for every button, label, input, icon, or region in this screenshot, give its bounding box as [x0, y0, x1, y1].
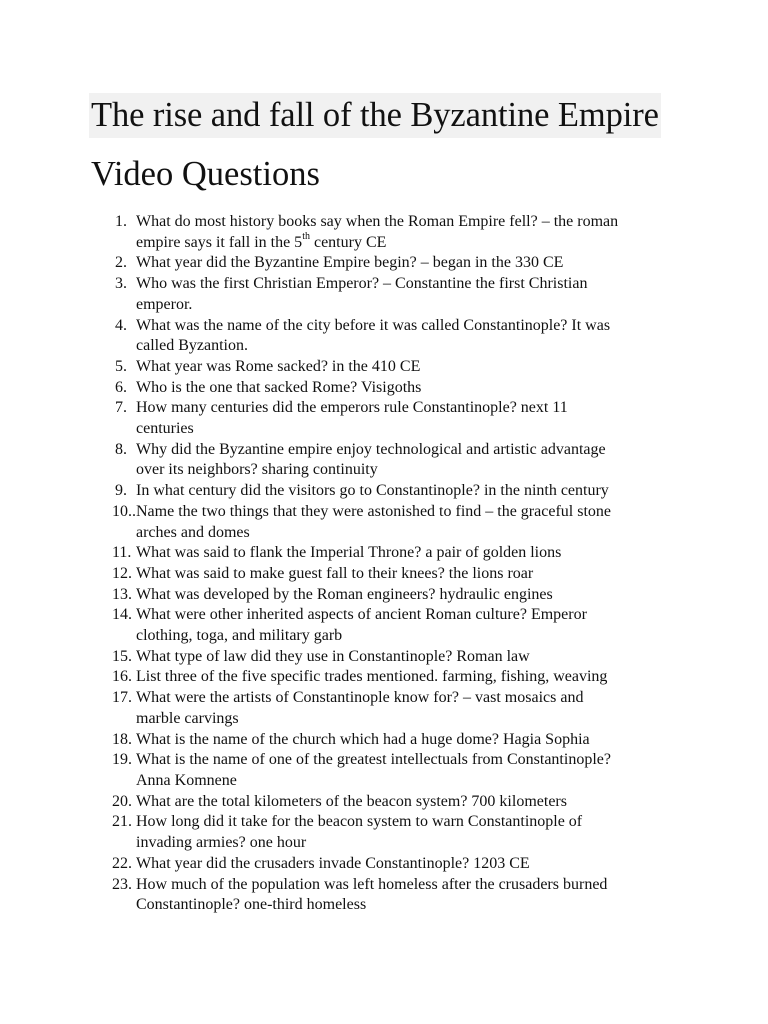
question-line: invading armies? one hour [136, 834, 307, 852]
question-line: What do most history books say when the Roman Empire fell? – the roman [136, 213, 619, 230]
question-line: Name the two things that they were astonished to find – the graceful stone [136, 502, 611, 520]
question-line: What year was Rome sacked? in the 410 CE [136, 357, 421, 375]
question-line: What was developed by the Roman engineers? hydraulic engines [136, 585, 553, 603]
question-line: What year did the crusaders invade Constantinople? 1203 CE [136, 854, 530, 872]
question-item [0, 481, 700, 502]
question-number: 23. [112, 875, 132, 893]
question-line: centuries [136, 420, 194, 438]
question-line: over its neighbors? sharing continuity [136, 461, 378, 479]
question-item [0, 667, 700, 688]
question-line [136, 233, 700, 254]
question-number: 21. [112, 813, 132, 831]
question-item [0, 605, 700, 646]
question-number: 1. [115, 213, 127, 230]
question-line: Who was the first Christian Emperor? – Constantine the first Christian [136, 275, 588, 293]
question-line: What were the artists of Constantinople know for? – vast mosaics and [136, 689, 584, 707]
question-list [0, 212, 700, 916]
question-number: 8. [115, 440, 127, 458]
question-line: Who is the one that sacked Rome? Visigoths [136, 378, 422, 396]
question-item [0, 564, 700, 585]
document-subtitle: Video Questions [91, 155, 320, 193]
question-number: 17. [112, 689, 132, 707]
question-number: 18. [112, 730, 132, 748]
question-item [0, 812, 700, 853]
question-number: 19. [112, 751, 132, 769]
question-line: Why did the Byzantine empire enjoy technological and artistic advantage [136, 440, 606, 458]
question-number: 7. [115, 399, 127, 417]
question-line: What year did the Byzantine Empire begin? – began in the 330 CE [136, 254, 564, 272]
question-line: What is the name of the church which had a huge dome? Hagia Sophia [136, 730, 590, 748]
question-number: 5. [115, 357, 127, 375]
document-title: The rise and fall of the Byzantine Empire [89, 93, 661, 138]
question-line: Constantinople? one-third homeless [136, 896, 367, 914]
question-item [0, 440, 700, 481]
question-item [0, 730, 700, 751]
question-line: What were other inherited aspects of ancient Roman culture? Emperor [136, 606, 587, 624]
question-number: 2. [115, 254, 127, 272]
question-line: List three of the five specific trades mentioned. farming, fishing, weaving [136, 668, 608, 686]
question-line: arches and domes [136, 523, 250, 541]
question-number: 3. [115, 275, 127, 293]
question-item [0, 398, 700, 439]
question-line: What type of law did they use in Constantinople? Roman law [136, 647, 530, 665]
question-line: Anna Komnene [136, 771, 237, 789]
question-number: 15. [112, 647, 132, 665]
question-item [0, 875, 700, 916]
question-item [0, 212, 700, 253]
question-number: 22. [112, 854, 132, 872]
question-item [0, 543, 700, 564]
question-text: century CE [309, 233, 387, 251]
question-line: How long did it take for the beacon system to warn Constantinople of [136, 813, 583, 831]
question-line: marble carvings [136, 709, 239, 727]
ordinal-superscript: th [302, 231, 310, 243]
question-number: 20. [112, 792, 132, 810]
question-number: 4. [115, 316, 127, 334]
question-number: 10.. [112, 502, 136, 520]
question-number: 11. [112, 544, 132, 562]
question-item [0, 792, 700, 813]
question-item [0, 274, 700, 315]
question-number: 6. [115, 378, 127, 396]
question-text: empire says it fall in the 5 [136, 233, 303, 251]
question-line: How many centuries did the emperors rule Constantinople? next 11 [136, 399, 568, 417]
question-line: emperor. [136, 295, 193, 313]
question-item [0, 688, 700, 729]
question-item [0, 253, 700, 274]
question-item [0, 316, 700, 357]
question-item [0, 854, 700, 875]
question-line: How much of the population was left homeless after the crusaders burned [136, 875, 608, 893]
question-line: called Byzantion. [136, 337, 248, 355]
question-number: 14. [112, 606, 132, 624]
question-line: In what century did the visitors go to Constantinople? in the ninth century [136, 482, 609, 500]
question-line: clothing, toga, and military garb [136, 627, 343, 645]
question-item [0, 357, 700, 378]
question-number: 16. [112, 668, 132, 686]
question-item [0, 585, 700, 606]
question-number: 13. [112, 585, 132, 603]
question-line: What was the name of the city before it was called Constantinople? It was [136, 316, 611, 334]
question-item [0, 378, 700, 399]
question-number: 9. [115, 482, 127, 500]
question-number: 12. [112, 564, 132, 582]
question-item [0, 750, 700, 791]
question-line: What are the total kilometers of the beacon system? 700 kilometers [136, 792, 567, 810]
question-line: What was said to make guest fall to their knees? the lions roar [136, 564, 534, 582]
question-item [0, 502, 700, 543]
question-item [0, 647, 700, 668]
question-line: What was said to flank the Imperial Throne? a pair of golden lions [136, 544, 562, 562]
question-line: What is the name of one of the greatest intellectuals from Constantinople? [136, 751, 611, 769]
